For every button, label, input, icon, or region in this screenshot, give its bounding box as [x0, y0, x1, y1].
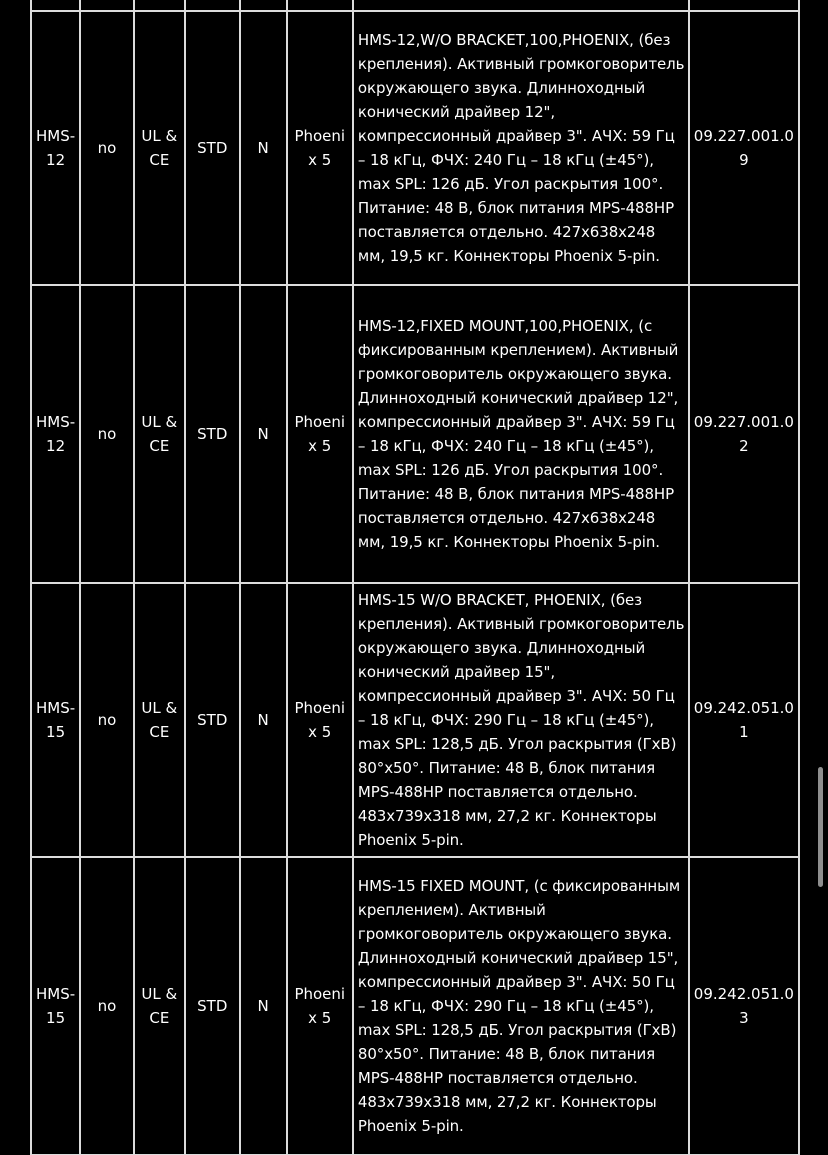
table-row-previous-end — [31, 0, 799, 11]
n-cell: N — [240, 285, 287, 583]
connector-cell: Phoenix 5 — [287, 583, 353, 857]
product-table-container — [30, 0, 800, 1155]
connector-cell: Phoenix 5 — [287, 11, 353, 285]
table-cell — [80, 0, 133, 11]
std-cell: STD — [185, 11, 240, 285]
n-cell: N — [240, 11, 287, 285]
description-cell: HMS-15 W/O BRACKET, PHOENIX, (без крепления). Активный громкоговоритель окружающего звука. Длинноходный конический драйвер 15", компрессионный драйвер 3". АЧХ: 50 Гц – 18 кГц, ФЧХ: 290 Гц – 18 кГц (±45°), max SPL: 128,5 дБ. Угол раскрытия (ГхВ) 80°x50°. Питание: 48 В, блок питания MPS-488HP поставляется отдельно. 483x739x318 мм, 27,2 кг. Коннекторы Phoenix 5-pin. — [353, 583, 689, 857]
product-spec-table — [30, 0, 800, 1155]
table-cell — [287, 0, 353, 11]
table-row — [31, 11, 799, 285]
table-row — [31, 857, 799, 1155]
n-cell: N — [240, 583, 287, 857]
no-cell: no — [80, 285, 133, 583]
certification-cell: UL & CE — [134, 857, 185, 1155]
connector-cell: Phoenix 5 — [287, 857, 353, 1155]
table-cell — [185, 0, 240, 11]
no-cell: no — [80, 11, 133, 285]
no-cell: no — [80, 583, 133, 857]
table-cell — [353, 0, 689, 11]
connector-cell: Phoenix 5 — [287, 285, 353, 583]
model-cell: HMS-15 — [31, 583, 80, 857]
certification-cell: UL & CE — [134, 583, 185, 857]
table-cell — [31, 0, 80, 11]
no-cell: no — [80, 857, 133, 1155]
certification-cell: UL & CE — [134, 11, 185, 285]
description-cell: HMS-15 FIXED MOUNT, (с фиксированным креплением). Активный громкоговоритель окружающего звука. Длинноходный конический драйвер 15", компрессионный драйвер 3". АЧХ: 50 Гц – 18 кГц, ФЧХ: 290 Гц – 18 кГц (±45°), max SPL: 128,5 дБ. Угол раскрытия (ГхВ) 80°x50°. Питание: 48 В, блок питания MPS-488HP поставляется отдельно. 483x739x318 мм, 27,2 кг. Коннекторы Phoenix 5-pin. — [353, 857, 689, 1155]
table-row — [31, 285, 799, 583]
model-cell: HMS-12 — [31, 285, 80, 583]
model-cell: HMS-12 — [31, 11, 80, 285]
article-code-cell: 09.242.051.01 — [689, 583, 799, 857]
std-cell: STD — [185, 285, 240, 583]
article-code-cell: 09.227.001.09 — [689, 11, 799, 285]
std-cell: STD — [185, 583, 240, 857]
table-cell — [134, 0, 185, 11]
description-cell: HMS-12,W/O BRACKET,100,PHOENIX, (без крепления). Активный громкоговоритель окружающего звука. Длинноходный конический драйвер 12", компрессионный драйвер 3". АЧХ: 59 Гц – 18 кГц, ФЧХ: 240 Гц – 18 кГц (±45°), max SPL: 126 дБ. Угол раскрытия 100°. Питание: 48 В, блок питания MPS-488HP поставляется отдельно. 427x638x248 мм, 19,5 кг. Коннекторы Phoenix 5-pin. — [353, 11, 689, 285]
n-cell: N — [240, 857, 287, 1155]
article-code-cell: 09.242.051.03 — [689, 857, 799, 1155]
table-row — [31, 583, 799, 857]
vertical-scrollbar-thumb[interactable] — [818, 767, 823, 887]
description-cell: HMS-12,FIXED MOUNT,100,PHOENIX, (с фиксированным креплением). Активный громкоговоритель окружающего звука. Длинноходный конический драйвер 12", компрессионный драйвер 3". АЧХ: 59 Гц – 18 кГц, ФЧХ: 240 Гц – 18 кГц (±45°), max SPL: 126 дБ. Угол раскрытия 100°. Питание: 48 В, блок питания MPS-488HP поставляется отдельно. 427x638x248 мм, 19,5 кг. Коннекторы Phoenix 5-pin. — [353, 285, 689, 583]
certification-cell: UL & CE — [134, 285, 185, 583]
model-cell: HMS-15 — [31, 857, 80, 1155]
table-cell — [240, 0, 287, 11]
table-cell — [689, 0, 799, 11]
std-cell: STD — [185, 857, 240, 1155]
article-code-cell: 09.227.001.02 — [689, 285, 799, 583]
